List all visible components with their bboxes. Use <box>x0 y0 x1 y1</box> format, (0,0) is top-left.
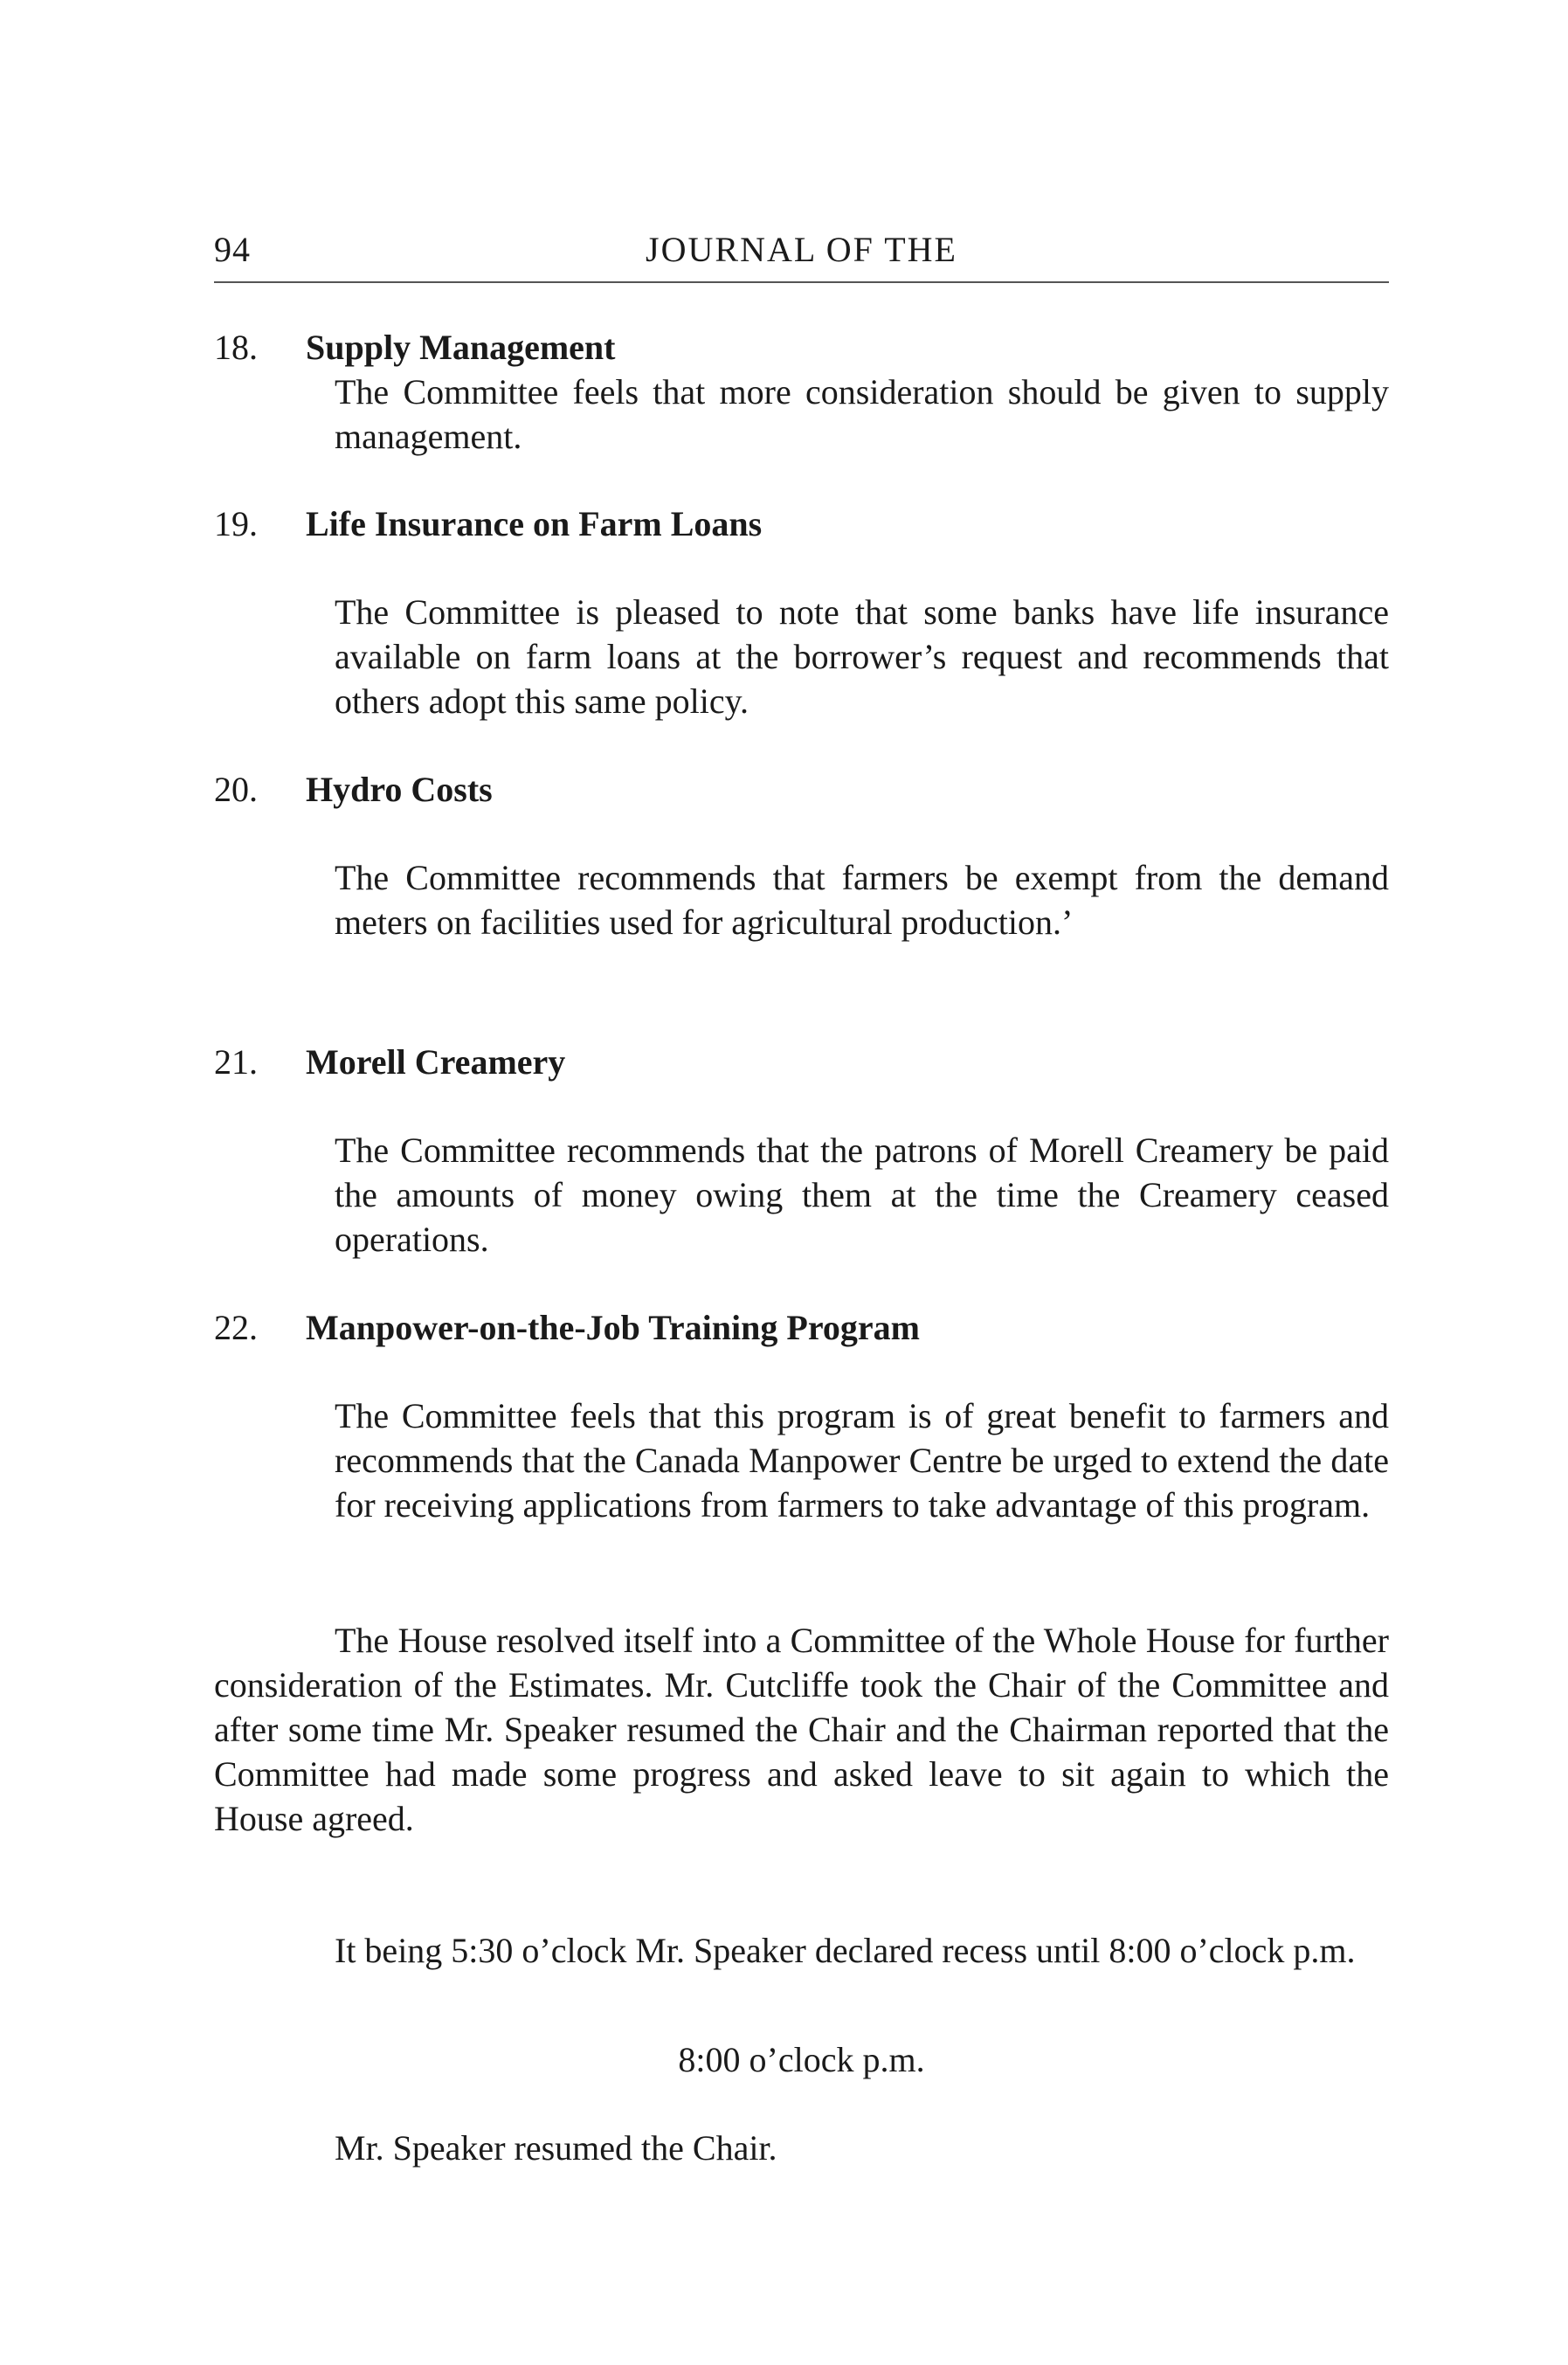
item-number: 21. <box>214 1042 258 1082</box>
page-number: 94 <box>214 230 251 269</box>
item-number: 18. <box>214 328 258 367</box>
item-body: The Committee is pleased to note that some banks have life insurance available on farm loans at the borrower’s request and recommends that others adopt this same policy. <box>335 592 1389 721</box>
time-heading: 8:00 o’clock p.m. <box>678 2040 925 2079</box>
item-title: Life Insurance on Farm Loans <box>306 504 763 543</box>
item-number: 22. <box>214 1308 258 1347</box>
item-title: Hydro Costs <box>306 770 493 809</box>
running-head: JOURNAL OF THE <box>646 230 957 269</box>
item-title: Morell Creamery <box>306 1042 566 1082</box>
header-rule <box>214 281 1389 283</box>
item-body: The Committee feels that more consideration should be given to supply management. <box>335 372 1389 456</box>
page-header <box>214 229 1389 281</box>
item-body: The Committee feels that this program is of great benefit to farmers and recommends that the Canada Manpower Centre be urged to extend the date for receiving applications from farmers to take advantage of this program. <box>335 1396 1389 1525</box>
item-22 <box>214 1305 1389 1585</box>
item-21 <box>214 1040 1389 1267</box>
item-title: Supply Management <box>306 328 616 367</box>
item-19 <box>214 501 1389 729</box>
speaker-resumed-line: Mr. Speaker resumed the Chair. <box>335 2128 777 2168</box>
item-number: 20. <box>214 770 258 809</box>
recess-paragraph: It being 5:30 o’clock Mr. Speaker declared recess until 8:00 o’clock p.m. <box>335 1931 1356 1970</box>
item-body: The Committee recommends that the patrons of Morell Creamery be paid the amounts of money owing them at the time the Creamery ceased operations. <box>335 1131 1389 1259</box>
item-body: The Committee recommends that farmers be exempt from the demand meters on facilities used for agricultural production.’ <box>335 858 1389 942</box>
item-number: 19. <box>214 504 258 543</box>
item-18 <box>214 325 1389 465</box>
item-title: Manpower-on-the-Job Training Program <box>306 1308 920 1347</box>
committee-of-whole-paragraph: The House resolved itself into a Committee of the Whole House for further consideration of the Estimates. Mr. Cutcliffe took the Chair of the Committee and after some time Mr. Speaker resumed the Chair and the Chairman reported that the Committee had made some progress and asked leave to sit again to which the House agreed. <box>214 1621 1389 1838</box>
item-20 <box>214 767 1389 994</box>
